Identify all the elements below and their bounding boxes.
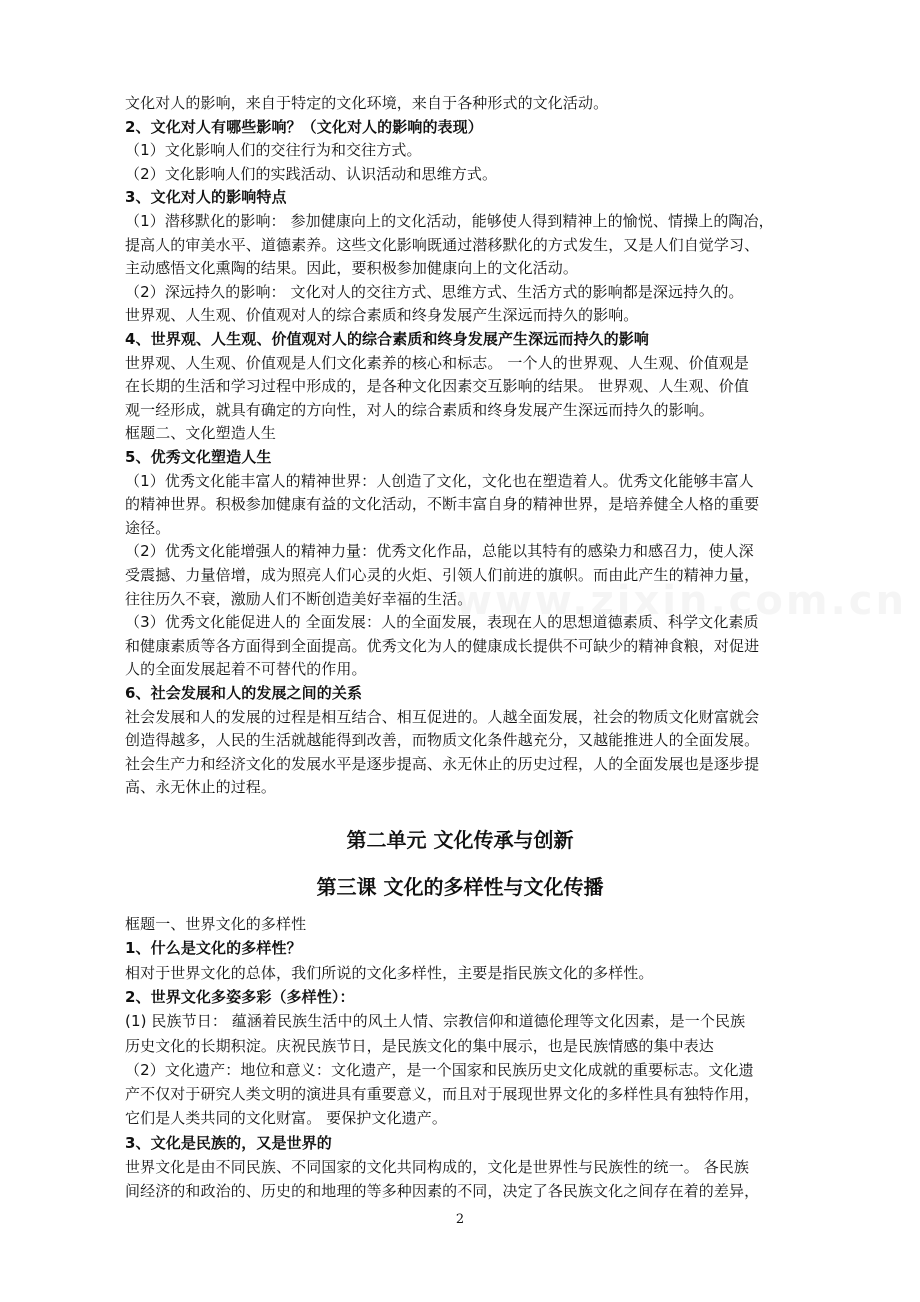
text-line: (1) 民族节日： 蕴涵着民族生活中的风土人情、宗教信仰和道德伦理等文化因素，是一个民族: [125, 1012, 746, 1031]
text-line: （2）文化遗产：地位和意义：文化遗产，是一个国家和民族历史文化成就的重要标志。文化遗: [125, 1060, 754, 1079]
text-line: 3、文化是民族的，又是世界的: [125, 1133, 332, 1152]
text-line: 相对于世界文化的总体，我们所说的文化多样性，主要是指民族文化的多样性。: [125, 963, 654, 982]
text-line: 人的全面发展起着不可替代的作用。: [125, 660, 367, 679]
text-line: （1）文化影响人们的交往行为和交往方式。: [125, 141, 422, 160]
text-line: （2）深远持久的影响： 文化对人的交往方式、思维方式、生活方式的影响都是深远持久的。: [125, 282, 744, 301]
text-line: 6、社会发展和人的发展之间的关系: [125, 684, 363, 702]
text-line: 途径。: [125, 518, 171, 537]
text-line: 的精神世界。积极参加健康有益的文化活动，不断丰富自身的精神世界，是培养健全人格的重要: [125, 495, 760, 514]
text-line: 2、世界文化多姿多彩（多样性）：: [125, 987, 355, 1006]
text-line: 文化对人的影响，来自于特定的文化环境，来自于各种形式的文化活动。: [125, 94, 609, 112]
text-line: 1、什么是文化的多样性？: [125, 939, 302, 958]
text-line: 社会发展和人的发展的过程是相互结合、相互促进的。人越全面发展，社会的物质文化财富就会: [125, 707, 760, 726]
text-line: 5、优秀文化塑造人生: [125, 448, 272, 466]
text-line: 受震撼、力量倍增，成为照亮人们心灵的火炬、引领人们前进的旗帜。而由此产生的精神力量，: [125, 566, 760, 584]
text-line: 提高人的审美水平、道德素养。这些文化影响既通过潜移默化的方式发生，又是人们自觉学习、: [125, 235, 760, 254]
text-line: 世界文化是由不同民族、不同国家的文化共同构成的，文化是世界性与民族性的统一。 各民族: [125, 1158, 749, 1176]
text-line: 世界观、人生观、价值观对人的综合素质和终身发展产生深远而持久的影响。: [125, 306, 639, 325]
text-line: 创造得越多，人民的生活就越能得到改善，而物质文化条件越充分，又越能推进人的全面发展。: [125, 731, 760, 750]
lesson-title: 第三课 文化的多样性与文化传播: [316, 875, 604, 899]
text-line: 和健康素质等各方面得到全面提高。优秀文化为人的健康成长提供不可缺少的精神食粮，对促进: [125, 636, 760, 655]
text-line: 世界观、人生观、价值观是人们文化素养的核心和标志。 一个人的世界观、人生观、价值观是: [125, 353, 749, 372]
text-line: 间经济的和政治的、历史的和地理的等多种因素的不同，决定了各民族文化之间存在着的差异，: [125, 1182, 760, 1201]
text-line: （1）优秀文化能丰富人的精神世界：人创造了文化，文化也在塑造着人。优秀文化能够丰富人: [125, 471, 754, 490]
text-line: 观一经形成，就具有确定的方向性，对人的综合素质和终身发展产生深远而持久的影响。: [125, 400, 714, 419]
watermark: www.zixin.com.cn: [455, 578, 907, 624]
text-line: 它们是人类共同的文化财富。 要保护文化遗产。: [125, 1109, 447, 1128]
text-line: 3、文化对人的影响特点: [125, 188, 287, 207]
text-line: 社会生产力和经济文化的发展水平是逐步提高、永无休止的历史过程，人的全面发展也是逐步提: [125, 754, 760, 773]
text-line: （2）文化影响人们的实践活动、认识活动和思维方式。: [125, 164, 498, 183]
text-line: 2、文化对人有哪些影响？（文化对人的影响的表现）: [125, 117, 483, 136]
text-line: 高、永无休止的过程。: [125, 778, 277, 797]
text-line: （3）优秀文化能促进人的 全面发展：人的全面发展，表现在人的思想道德素质、科学文化素质: [125, 613, 759, 632]
text-line: 产不仅对于研究人类文明的演进具有重要意义，而且对于展现世界文化的多样性具有独特作用，: [125, 1085, 760, 1104]
page-number: 2: [455, 1212, 465, 1227]
text-line: 4、世界观、人生观、价值观对人的综合素质和终身发展产生深远而持久的影响: [125, 330, 649, 348]
text-line: 框题二、文化塑造人生: [125, 424, 277, 443]
text-line: 主动感悟文化熏陶的结果。因此，要积极参加健康向上的文化活动。: [125, 259, 579, 278]
text-line: （1）潜移默化的影响： 参加健康向上的文化活动，能够使人得到精神上的愉悦、情操上的陶冶，: [125, 212, 774, 230]
text-line: 在长期的生活和学习过程中形成的，是各种文化因素交互影响的结果。 世界观、人生观、价值: [125, 377, 749, 396]
text-line: 往往历久不衰，激励人们不断创造美好幸福的生活。: [125, 589, 473, 608]
text-line: （2）优秀文化能增强人的精神力量：优秀文化作品，总能以其特有的感染力和感召力，使人深: [125, 542, 754, 561]
unit-title: 第二单元 文化传承与创新: [346, 828, 574, 852]
text-line: 历史文化的长期积淀。庆祝民族节日，是民族文化的集中展示，也是民族情感的集中表达: [125, 1036, 714, 1055]
text-line: 框题一、世界文化的多样性: [125, 915, 307, 933]
